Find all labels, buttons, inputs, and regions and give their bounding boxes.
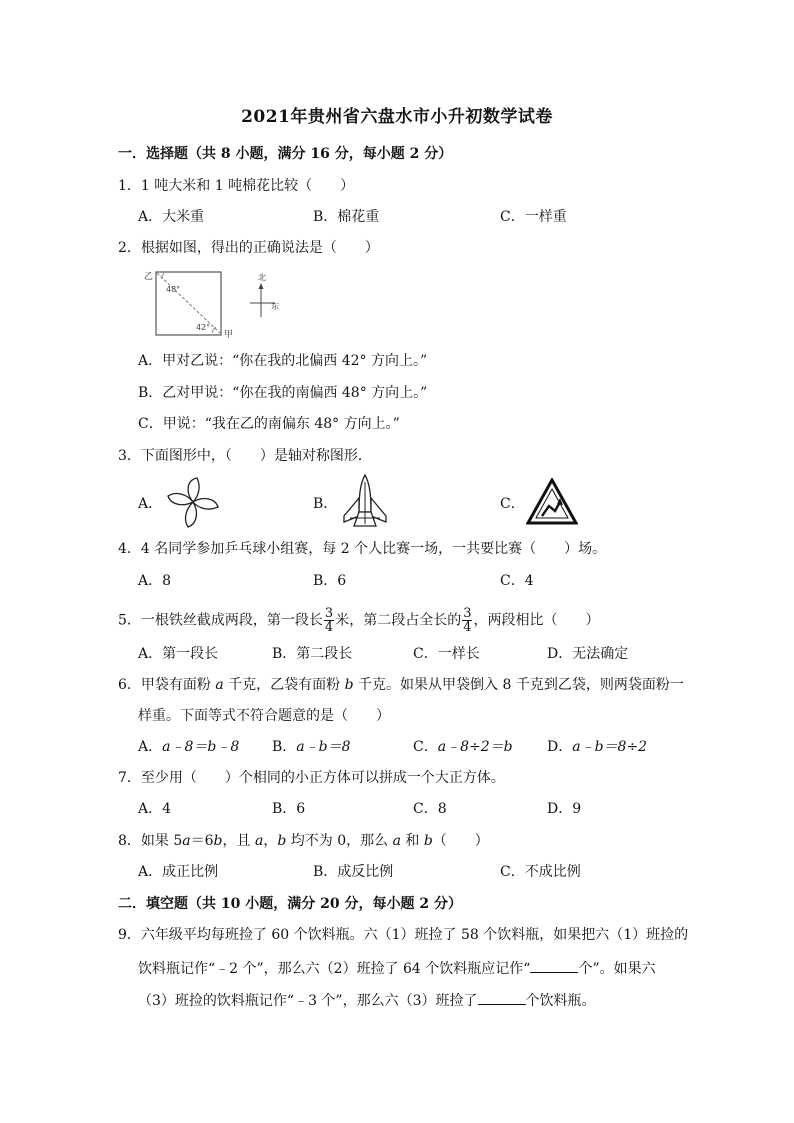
question-4-option-a: A．8 [138,573,172,589]
fraction-1 [324,607,334,634]
question-7-option-c: C．8 [413,801,447,817]
option-d-expression: a﹣b＝8÷2 [572,739,648,755]
question-4-option-c: C．4 [500,573,534,589]
question-8-text-5: 均不为 0，那么 [286,833,393,849]
variable-b-2: b [277,833,287,849]
question-5-option-d: D．无法确定 [547,646,629,662]
north-arrow-icon [259,283,264,289]
question-8-text-3: ，且 [222,833,255,849]
question-1-stem: 1．1 吨大米和 1 吨棉花比较（ ） [118,178,355,194]
question-6-stem-line-1 [118,676,684,694]
question-6-option-a [138,738,239,756]
fraction-2-denominator: 4 [463,620,472,635]
question-5-text-3: ，两段相比（ ） [473,612,600,629]
question-4-stem: 4．4 名同学参加乒乓球小组赛，每 2 个人比赛一场，一共要比赛（ ）场。 [118,541,607,557]
question-2-option-c: C．甲说：“我在乙的南偏东 48° 方向上。” [138,416,400,432]
question-9-line-3 [138,990,596,1010]
question-9-text-2a: 饮料瓶记作“﹣2 个”，那么六（2）班捡了 64 个饮料瓶应记作“ [138,961,531,977]
question-3-stem: 3．下面图形中，（ ）是轴对称图形． [118,448,372,464]
option-b-expression: a﹣b＝8 [296,739,351,755]
question-8-text-2: ＝6 [190,833,214,849]
question-7-option-b: B．6 [272,801,306,817]
option-d-prefix: D． [547,739,573,755]
section-heading-choice: 一．选择题（共 8 小题，满分 16 分，每小题 2 分） [118,146,453,162]
question-3-option-c: C． [500,496,525,512]
question-8-option-b: B．成反比例 [313,864,394,880]
question-9-text-3b: 个饮料瓶。 [525,993,596,1009]
variable-b: b [344,677,354,693]
page-title: 2021年贵州省六盘水市小升初数学试卷 [241,107,553,127]
question-5-stem [118,607,599,634]
variable-b-3: b [423,833,433,849]
variable-a-3: a [392,833,401,849]
question-6-option-d [547,738,647,756]
question-3-option-b: B． [313,496,338,512]
angle-42-label: 42° [196,323,211,332]
fraction-1-denominator: 4 [324,620,334,635]
question-7-stem: 7．至少用（ ）个相同的小正方体可以拼成一个大正方体。 [118,770,505,786]
question-7-option-a: A．4 [138,801,172,817]
question-5-option-a: A．第一段长 [138,646,219,662]
north-label: 北 [258,273,266,282]
variable-a: a [215,677,224,693]
label-yi: 乙 [144,272,154,282]
fraction-2 [462,607,472,634]
answer-blank-2[interactable] [478,990,526,1005]
question-8-text-6: 和 [400,833,424,849]
fraction-2-numerator: 3 [463,606,472,621]
question-6-text-3: 千克。如果从甲袋倒入 8 千克到乙袋，则两袋面粉一 [353,677,684,693]
option-a-expression: a﹣8＝b﹣8 [162,739,240,755]
question-4-option-b: B．6 [313,573,347,589]
question-1-option-b: B．棉花重 [313,209,380,225]
question-5-text-1: 5．一根铁丝截成两段，第一段长 [118,612,323,629]
fraction-1-numerator: 3 [324,606,334,621]
pinwheel-flower-icon [163,474,223,530]
answer-blank-1[interactable] [530,958,578,973]
rocket-icon [336,472,394,530]
option-c-prefix: C． [413,739,438,755]
question-1-option-a: A．大米重 [138,209,205,225]
direction-diagram [140,265,280,340]
warning-sign-icon [526,478,578,526]
question-8-stem [118,832,489,850]
option-b-prefix: B． [272,739,297,755]
question-7-option-d: D．9 [547,801,582,817]
question-6-text-2: 千克，乙袋有面粉 [223,677,345,693]
question-2-option-a: A．甲对乙说：“你在我的北偏西 42° 方向上。” [138,353,428,369]
question-2-option-b: B．乙对甲说：“你在我的南偏西 48° 方向上。” [138,385,428,401]
question-6-stem-line-2: 样重。下面等式不符合题意的是（ ） [138,708,390,724]
question-8-text-4: ， [263,833,278,849]
option-a-prefix: A． [138,739,163,755]
question-2-stem: 2．根据如图，得出的正确说法是（ ） [118,240,379,256]
question-5-option-b: B．第二段长 [272,646,353,662]
option-c-expression: a﹣8÷2＝b [437,739,513,755]
question-5-text-2: 米，第二段占全长的 [335,612,462,629]
variable-a-2: a [254,833,264,849]
section-heading-fill-blank: 二．填空题（共 10 小题，满分 20 分，每小题 2 分） [118,896,462,912]
question-8-option-a: A．成正比例 [138,864,219,880]
question-3-option-a: A． [138,496,163,512]
question-6-option-c [413,738,513,756]
east-label: 东 [271,302,279,311]
question-8-text-7: （ ） [432,833,489,849]
question-9-text-3a: （3）班捡的饮料瓶记作“﹣3 个”，那么六（3）班捡了 [138,993,478,1009]
question-5-option-c: C．一样长 [413,646,480,662]
question-6-option-b [272,738,351,756]
question-1-option-c: C．一样重 [500,209,567,225]
question-8-option-c: C．不成比例 [500,864,581,880]
angle-48-label: 48° [166,285,181,294]
question-9-text-2b: 个”。如果六 [578,961,656,977]
question-9-line-1: 9．六年级平均每班捡了 60 个饮料瓶。六（1）班捡了 58 个饮料瓶，如果把六（1）班捡的 [118,927,689,943]
question-9-line-2 [138,958,656,978]
question-8-text-1: 8．如果 5 [118,833,183,849]
variable-a-1: a [182,833,191,849]
question-6-text-1: 6．甲袋有面粉 [118,677,216,693]
label-jia: 甲 [224,330,234,340]
variable-b-1: b [213,833,223,849]
